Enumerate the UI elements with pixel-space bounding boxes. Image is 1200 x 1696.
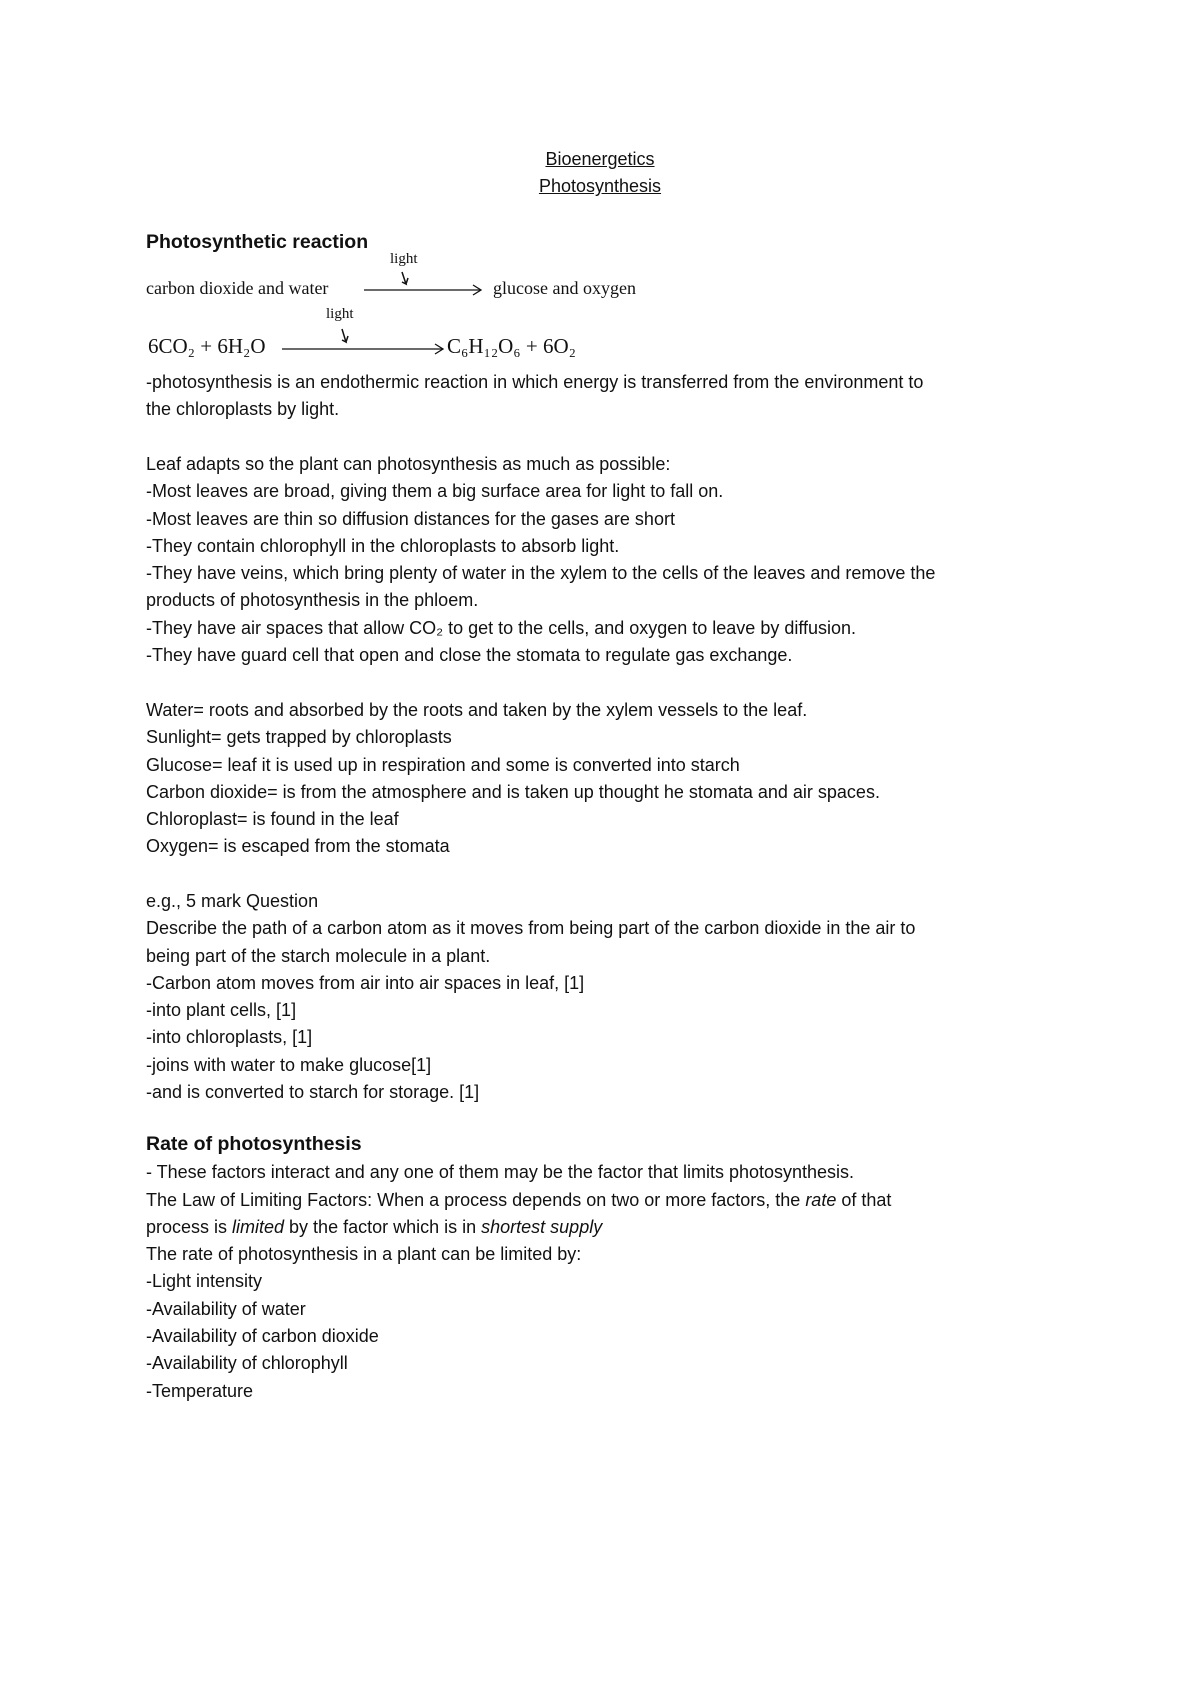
definition-item: Carbon dioxide= is from the atmosphere and is taken up thought he stomata and air spaces.	[146, 781, 880, 802]
answer-line: -into chloroplasts, [1]	[146, 1027, 313, 1048]
list-item: -They have air spaces that allow CO₂ to get to the cells, and oxygen to leave by diffusion.	[146, 617, 857, 638]
example-question	[146, 888, 1076, 1106]
definition-item: Glucose= leaf it is used up in respiration and some is converted into starch	[146, 754, 740, 775]
law-text: process is	[146, 1216, 233, 1237]
rate-intro: - These factors interact and any one of them may be the factor that limits photosynthesis.	[146, 1162, 855, 1183]
intro-line: -photosynthesis is an endothermic reaction in which energy is transferred from the environment to	[146, 372, 924, 392]
answer-line: -joins with water to make glucose[1]	[146, 1054, 432, 1075]
factor-item: -Availability of carbon dioxide	[146, 1326, 379, 1347]
factor-item: -Light intensity	[146, 1271, 263, 1292]
law-emphasis-rate: rate	[805, 1189, 837, 1210]
factor-item: -Availability of chlorophyll	[146, 1353, 348, 1374]
factor-item: -Availability of water	[146, 1298, 306, 1319]
law-text: The Law of Limiting Factors: When a process depends on two or more factors, the	[146, 1189, 806, 1210]
section-heading: Rate of photosynthesis	[146, 1133, 362, 1155]
definitions	[146, 697, 1076, 861]
law-emphasis-shortest-supply: shortest supply	[481, 1216, 603, 1237]
definition-item: Sunlight= gets trapped by chloroplasts	[146, 727, 452, 748]
word-equation-arrow	[362, 270, 487, 300]
list-item: -They contain chlorophyll in the chloroplasts to absorb light.	[146, 535, 620, 556]
section-heading: Photosynthetic reaction	[146, 231, 369, 253]
intro-line: the chloroplasts by light.	[146, 399, 340, 420]
chem-equation-arrow	[280, 327, 450, 357]
list-item: -Most leaves are broad, giving them a big surface area for light to fall on.	[146, 481, 724, 502]
chem-equation-right: C₆H₁₂O₆ + 6O₂	[447, 334, 576, 358]
section-rate-of-photosynthesis	[146, 1131, 1076, 1405]
list-item: products of photosynthesis in the phloem.	[146, 590, 479, 611]
law-text: of that	[836, 1189, 892, 1210]
answer-line: -into plant cells, [1]	[146, 1000, 297, 1021]
title-block	[0, 146, 1200, 201]
document-subtitle: Photosynthesis	[538, 176, 662, 197]
word-equation-condition: light	[390, 251, 418, 267]
definition-item: Water= roots and absorbed by the roots and taken by the xylem vessels to the leaf.	[146, 700, 808, 720]
answer-line: -Carbon atom moves from air into air spaces in leaf, [1]	[146, 972, 585, 993]
definition-item: Chloroplast= is found in the leaf	[146, 809, 399, 830]
chem-equation-condition: light	[326, 306, 354, 322]
factors-lead: The rate of photosynthesis in a plant can be limited by:	[146, 1244, 582, 1265]
leaf-adaptations	[146, 451, 1076, 669]
answer-line: -and is converted to starch for storage. [1]	[146, 1082, 480, 1103]
question-line: being part of the starch molecule in a plant.	[146, 945, 491, 966]
law-emphasis-limited: limited	[232, 1216, 285, 1237]
chem-equation-left: 6CO₂ + 6H₂O	[148, 334, 266, 358]
law-line-2	[146, 1214, 1076, 1241]
list-item: -They have guard cell that open and close the stomata to regulate gas exchange.	[146, 645, 793, 666]
intro-paragraph	[146, 369, 1076, 424]
list-item: -Most leaves are thin so diffusion distances for the gases are short	[146, 508, 675, 529]
definition-item: Oxygen= is escaped from the stomata	[146, 836, 450, 857]
factor-item: -Temperature	[146, 1380, 254, 1401]
word-equation-left: carbon dioxide and water	[146, 278, 329, 298]
question-line: Describe the path of a carbon atom as it moves from being part of the carbon dioxide in the air to	[146, 918, 916, 939]
section-photosynthetic-reaction	[146, 229, 1076, 256]
document-title: Bioenergetics	[545, 149, 655, 169]
question-label: e.g., 5 mark Question	[146, 891, 319, 911]
law-line-1	[146, 1187, 1076, 1214]
leaf-adaptations-lead: Leaf adapts so the plant can photosynthesis as much as possible:	[146, 454, 671, 474]
list-item: -They have veins, which bring plenty of water in the xylem to the cells of the leaves and remove the	[146, 563, 936, 584]
word-equation-right: glucose and oxygen	[493, 278, 636, 298]
law-text: by the factor which is in	[284, 1216, 482, 1237]
